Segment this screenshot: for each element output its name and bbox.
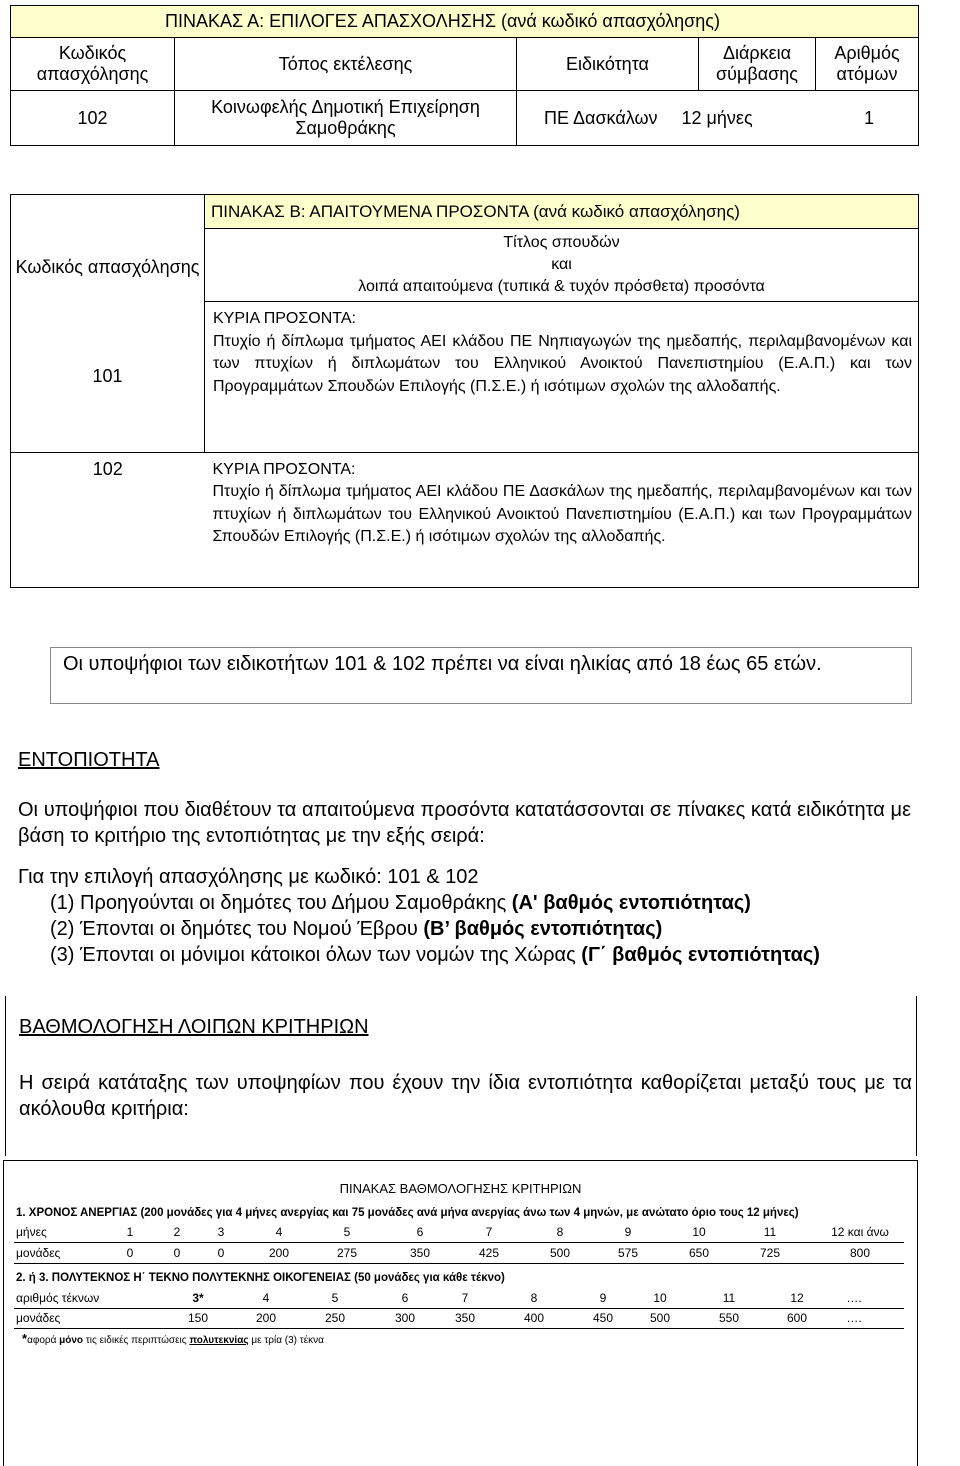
score-cell: 400 <box>523 1311 545 1325</box>
score-cell: 350 <box>454 1311 476 1325</box>
row-divider <box>14 1308 904 1309</box>
score-cell: 1 <box>126 1225 134 1239</box>
row-divider <box>14 1263 904 1264</box>
score-cell: 600 <box>786 1311 808 1325</box>
age-note-box <box>50 647 912 704</box>
score-cell: 150 <box>187 1311 209 1325</box>
locality-item: (2) Έπονται οι δημότες του Νομού Έβρου (Β’ βαθμός εντοπιότητας) <box>50 918 663 940</box>
table-b-header-title <box>205 229 919 302</box>
locality-intro: Οι υποψήφιοι που διαθέτουν τα απαιτούμενα προσόντα κατατάσσονται σε πίνακες κατά ειδικότητα με βάση το κριτήριο της εντοπιότητας με την εξής σειρά: <box>18 799 911 847</box>
score-cell: 500 <box>649 1311 671 1325</box>
table-b-row-text: Πτυχίο ή δίπλωμα τμήματος ΑΕΙ κλάδου ΠΕ Δασκάλων της ημεδαπής, περιλαμβανομένων και των πτυχίων ή διπλωμάτων του Ελληνικού Ανοικτού Πανεπιστημίου (Ε.Α.Π.) και των Προγραμμάτων Σπουδών Επιλογής (Π.Σ.Ε.) ή ισότιμων σχολών της αλλοδαπής. <box>212 483 912 545</box>
score-cell: 12 και άνω <box>831 1225 889 1239</box>
locality-lead: Για την επιλογή απασχόλησης με κωδικό: 101 & 102 <box>18 866 479 888</box>
score-cell: 275 <box>336 1246 358 1260</box>
score-cell: 8 <box>556 1225 564 1239</box>
table-b-row-body <box>205 302 919 453</box>
score-cell: 10 <box>692 1225 706 1239</box>
table-a-cell-code: 102 <box>11 91 175 146</box>
table-a-cell-merged <box>517 91 919 146</box>
score-cell: 350 <box>409 1246 431 1260</box>
table-b-header-code-wrap <box>11 195 205 302</box>
table-a-title: ΠΙΝΑΚΑΣ Α: ΕΠΙΛΟΓΕΣ ΑΠΑΣΧΟΛΗΣΗΣ (ανά κωδικό απασχόλησης) <box>11 6 919 38</box>
table-b-header-code: Κωδικός απασχόλησης <box>15 256 200 277</box>
score-cell: 6 <box>401 1291 409 1305</box>
s2-row2-label: μονάδες <box>16 1311 61 1325</box>
score-cell: 7 <box>461 1291 469 1305</box>
score-cell: 3 <box>217 1225 225 1239</box>
score-cell: 9 <box>599 1291 607 1305</box>
score-cell: 800 <box>849 1246 871 1260</box>
score-cell: 300 <box>394 1311 416 1325</box>
criteria-text: Η σειρά κατάταξης των υποψηφίων που έχουν την ίδια εντοπιότητα καθορίζεται μεταξύ τους με τα ακόλουθα κριτήρια: <box>19 1072 912 1120</box>
locality-heading: ΕΝΤΟΠΙΟΤΗΤΑ <box>18 749 160 771</box>
score-cell: 7 <box>485 1225 493 1239</box>
table-a-header-specialty: Ειδικότητα <box>517 38 699 91</box>
score-cell: 450 <box>592 1311 614 1325</box>
score-cell: 4 <box>262 1291 270 1305</box>
score-cell: 425 <box>478 1246 500 1260</box>
score-cell: 8 <box>530 1291 538 1305</box>
table-a-cell-place: Κοινωφελής Δημοτική Επιχείρηση Σαμοθράκης <box>175 91 517 146</box>
locality-item: (3) Έπονται οι μόνιμοι κάτοικοι όλων των νομών της Χώρας (Γ΄ βαθμός εντοπιότητας) <box>50 944 820 966</box>
table-a-cell-count: 1 <box>863 107 874 128</box>
table-b-row-text: Πτυχίο ή δίπλωμα τμήματος ΑΕΙ κλάδου ΠΕ Νηπιαγωγών της ημεδαπής, περιλαμβανομένων και των πτυχίων ή διπλωμάτων του Ελληνικού Ανοικτού Πανεπιστημίου (Ε.Α.Π.) και των Προγραμμάτων Σπουδών Επιλογής (Π.Σ.Ε.) ή ισότιμων σχολών της αλλοδαπής. <box>213 332 912 395</box>
score-cell: 250 <box>324 1311 346 1325</box>
score-cell: 200 <box>255 1311 277 1325</box>
score-cell: 550 <box>718 1311 740 1325</box>
scoring-section-2: 2. ή 3. ΠΟΛΥΤΕΚΝΟΣ Η΄ ΤΕΚΝΟ ΠΟΛΥΤΕΚΝΗΣ ΟΙΚΟΓΕΝΕΙΑΣ (50 μονάδες για κάθε τέκνο) <box>16 1272 505 1284</box>
table-a-header-duration: Διάρκεια σύμβασης <box>699 38 816 91</box>
row-divider <box>14 1242 904 1243</box>
score-cell: 725 <box>759 1246 781 1260</box>
score-cell: 2 <box>173 1225 181 1239</box>
scoring-section-1: 1. ΧΡΟΝΟΣ ΑΝΕΡΓΙΑΣ (200 μονάδες για 4 μήνες ανεργίας και 75 μονάδες ανά μήνα ανεργίας άνω των 4 μηνών, με ανώτατο όριο τους 12 μήνες) <box>16 1207 799 1219</box>
locality-list <box>50 890 920 968</box>
age-note: Οι υποψήφιοι των ειδικοτήτων 101 & 102 πρέπει να είναι ηλικίας από 18 έως 65 ετών. <box>63 653 822 675</box>
score-cell: 575 <box>617 1246 639 1260</box>
s1-row2-label: μονάδες <box>16 1246 61 1260</box>
table-a-cell-duration: 12 μήνες <box>681 107 753 128</box>
score-cell: 0 <box>126 1246 134 1260</box>
row-divider <box>14 1328 904 1329</box>
scoring-title: ΠΙΝΑΚΑΣ ΒΑΘΜΟΛΟΓΗΣΗΣ ΚΡΙΤΗΡΙΩΝ <box>339 1181 582 1196</box>
score-cell: 12 <box>790 1291 804 1305</box>
table-b-row-code: 102 <box>11 452 205 587</box>
table-b-row-label: ΚΥΡΙΑ ΠΡΟΣΟΝΤΑ: <box>213 310 356 327</box>
locality-item: (1) Προηγούνται οι δημότες του Δήμου Σαμοθράκης (Α' βαθμός εντοπιότητας) <box>50 892 751 914</box>
score-cell: 3* <box>192 1291 204 1305</box>
score-cell: 0 <box>173 1246 181 1260</box>
score-cell: 5 <box>343 1225 351 1239</box>
score-cell: 10 <box>653 1291 667 1305</box>
score-cell: 6 <box>416 1225 424 1239</box>
score-cell: 5 <box>331 1291 339 1305</box>
table-a <box>10 5 919 146</box>
score-cell: …. <box>846 1311 862 1325</box>
score-cell: 200 <box>268 1246 290 1260</box>
scoring-table <box>3 1160 918 1466</box>
table-a-header-place: Τόπος εκτέλεσης <box>175 38 517 91</box>
table-b-header-line3: λοιπά απαιτούμενα (τυπικά & τυχόν πρόσθετα) προσόντα <box>358 278 765 295</box>
table-b-row-code: 101 <box>11 302 205 453</box>
table-b-title: ΠΙΝΑΚΑΣ Β: ΑΠΑΙΤΟΥΜΕΝΑ ΠΡΟΣΟΝΤΑ (ανά κωδικό απασχόλησης) <box>205 195 919 229</box>
scoring-footnote: *αφορά μόνο τις ειδικές περιπτώσεις πολυτεκνίας με τρία (3) τέκνα <box>22 1331 324 1346</box>
score-cell: 4 <box>275 1225 283 1239</box>
criteria-heading: ΒΑΘΜΟΛΟΓΗΣΗ ΛΟΙΠΩΝ ΚΡΙΤΗΡΙΩΝ <box>19 1016 369 1038</box>
table-b <box>10 194 919 588</box>
table-b-row-body <box>205 452 919 587</box>
table-a-cell-specialty: ΠΕ Δασκάλων <box>544 107 658 128</box>
table-b-row-label: ΚΥΡΙΑ ΠΡΟΣΟΝΤΑ: <box>212 460 356 478</box>
score-cell: 500 <box>549 1246 571 1260</box>
table-b-header-line2: και <box>551 256 572 273</box>
s1-row1-label: μήνες <box>16 1225 47 1239</box>
score-cell: 11 <box>763 1225 777 1239</box>
score-cell: 650 <box>688 1246 710 1260</box>
score-cell: 11 <box>722 1291 736 1305</box>
score-cell: …. <box>846 1291 862 1305</box>
score-cell: 9 <box>624 1225 632 1239</box>
score-cell: 0 <box>217 1246 225 1260</box>
table-b-header-line1: Τίτλος σπουδών <box>503 234 620 251</box>
table-a-header-count: Αριθμός ατόμων <box>816 38 919 91</box>
s2-row1-label: αριθμός τέκνων <box>16 1291 100 1305</box>
criteria-box <box>5 996 917 1156</box>
table-a-header-code: Κωδικός απασχόλησης <box>11 38 175 91</box>
